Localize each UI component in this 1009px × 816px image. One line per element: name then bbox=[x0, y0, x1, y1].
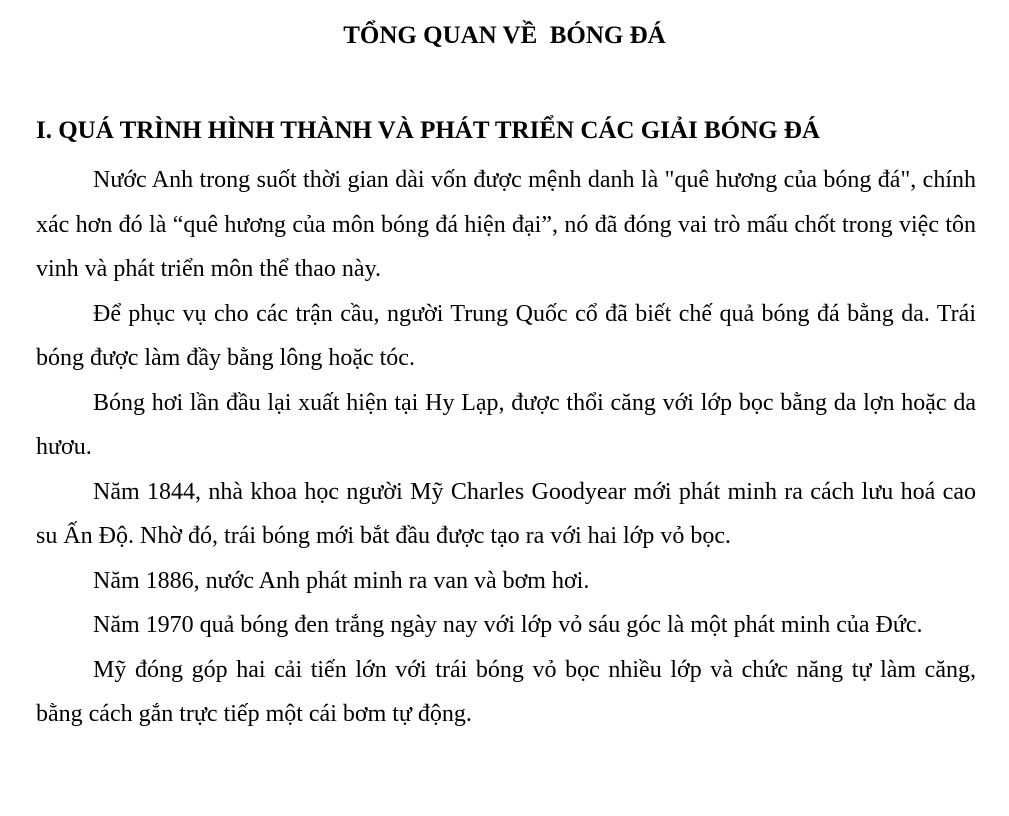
paragraph-england: Nước Anh trong suốt thời gian dài vốn được mệnh danh là "quê hương của bóng đá", chính xác hơn đó là “quê hương của môn bóng đá hiện đại”, nó đã đóng vai trò mấu chốt trong việc tôn vinh và phát triển môn thể thao này. bbox=[36, 167, 976, 282]
section-heading: I. QUÁ TRÌNH HÌNH THÀNH VÀ PHÁT TRIỂN CÁC GIẢI BÓNG ĐÁ bbox=[36, 117, 820, 144]
paragraph-china: Để phục vụ cho các trận cầu, người Trung Quốc cổ đã biết chế quả bóng đá bằng da. Trái bóng được làm đầy bằng lông hoặc tóc. bbox=[36, 300, 976, 371]
paragraph-greece: Bóng hơi lần đầu lại xuất hiện tại Hy Lạp, được thổi căng với lớp bọc bằng da lợn hoặc da hươu. bbox=[36, 389, 976, 460]
paragraph-1844: Năm 1844, nhà khoa học người Mỹ Charles Goodyear mới phát minh ra cách lưu hoá cao su Ấn Độ. Nhờ đó, trái bóng mới bắt đầu được tạo ra với hai lớp vỏ bọc. bbox=[36, 478, 976, 549]
paragraph-1970: Năm 1970 quả bóng đen trắng ngày nay với lớp vỏ sáu góc là một phát minh của Đức. bbox=[93, 612, 923, 638]
document-body bbox=[36, 158, 976, 737]
document-title: TỔNG QUAN VỀ BÓNG ĐÁ bbox=[343, 22, 666, 49]
paragraph-1886: Năm 1886, nước Anh phát minh ra van và bơm hơi. bbox=[93, 567, 590, 594]
paragraph-usa: Mỹ đóng góp hai cải tiến lớn với trái bóng vỏ bọc nhiều lớp và chức năng tự làm căng, bằng cách gắn trực tiếp một cái bơm tự động. bbox=[36, 656, 976, 727]
